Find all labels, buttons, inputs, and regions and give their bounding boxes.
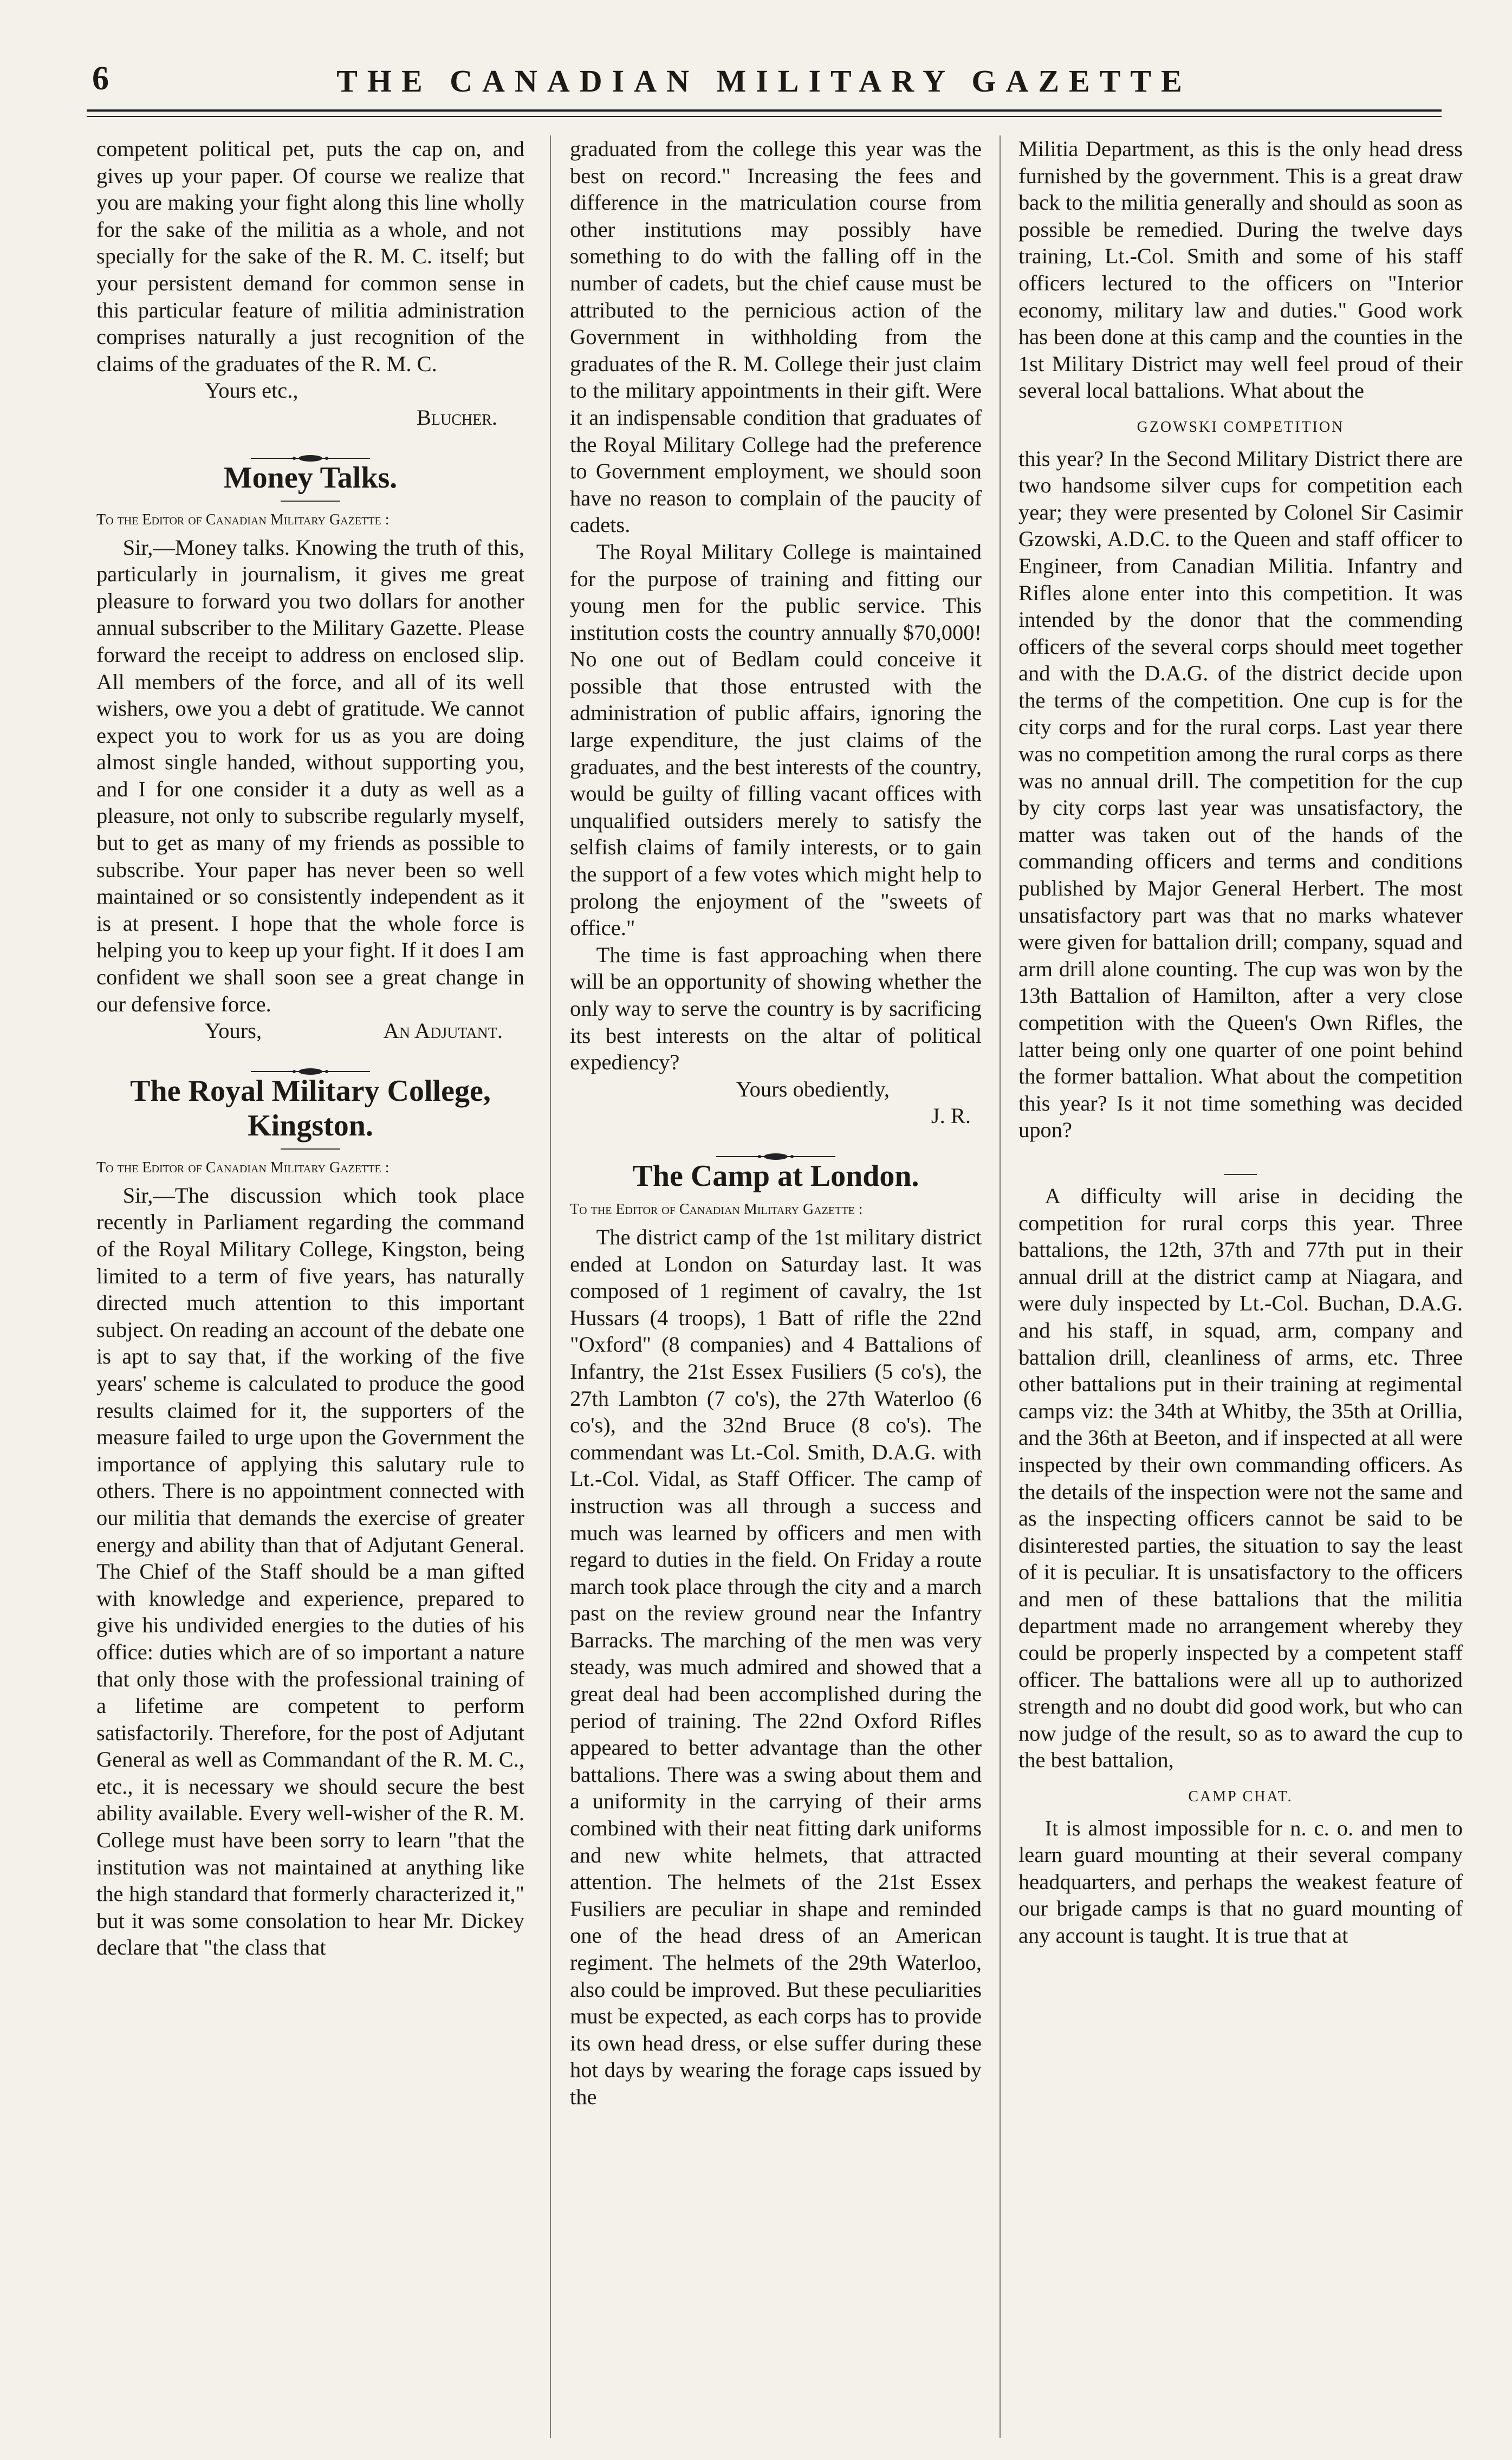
header-rule	[87, 109, 1442, 112]
article-heading: Money Talks.	[223, 460, 398, 495]
letter-address: To the Editor of Canadian Military Gazette :	[96, 1159, 390, 1176]
section-gap	[1018, 1144, 1463, 1171]
section-subheading: CAMP CHAT.	[1188, 1788, 1293, 1806]
column-1	[96, 135, 524, 1961]
masthead-title: THE CANADIAN MILITARY GAZETTE	[336, 63, 1192, 99]
paragraph: It is almost impossible for n. c. o. and men to learn guard mounting at their several company headquarters, and perhaps the weakest feature of our brigade camps is that no guard mounting of any account is taught. It is true that at	[1018, 1815, 1463, 1948]
column-divider	[550, 135, 551, 2438]
paragraph: competent political pet, puts the cap on, and gives up your paper. Of course we realize that you are making your fight along this line wholly for the sake of the militia as a whole, and not specially for the sake of the R. M. C. itself; but your persistent demand for common sense in this particular feature of militia administration comprises naturally a just recognition of the claims of the graduates of the R. M. C.	[96, 137, 524, 376]
article-heading: The Royal Military College, Kingston.	[130, 1074, 491, 1143]
letter-closing: Yours,	[205, 1018, 262, 1043]
page-number: 6	[92, 60, 109, 97]
header-rule-thin	[87, 116, 1442, 117]
letter-address: To the Editor of Canadian Military Gazette :	[96, 511, 390, 528]
paragraph: The time is fast approaching when there will be an opportunity of showing whether the only way to serve the country is by sacrificing its best interests on the altar of political expediency?	[570, 942, 982, 1075]
paragraph: this year? In the Second Military District there are two handsome silver cups for competition each year; they were presented by Colonel Sir Casimir Gzowski, A.D.C. to the Queen and staff officer to Engineer, from Canadian Militia. Infantry and Rifles alone enter into this competition. It was intended by the donor that the commending officers of the several corps should meet together and with the D.A.G. of the district decide upon the terms of the competition. One cup is for the city corps and for the rural corps. Last year there was no competition among the rural corps as there was no annual drill. The competition for the cup by city corps last year was unsatisfactory, the matter was taken out of the hands of the commanding officers and terms and conditions published by Major General Herbert. The most unsatisfactory part was that no marks whatever were given for battalion drill; company, squad and arm drill alone counting. The cup was won by the 13th Battalion of Hamilton, after a very close competition with the Queen's Own Rifles, the latter being only one quarter of one point behind the former battalion. What about the competition this year? Is it not time something was decided upon?	[1018, 446, 1463, 1143]
letter-signature: Blucher.	[416, 405, 497, 430]
column-2	[570, 135, 982, 2111]
letter-signature: An Adjutant.	[383, 1018, 503, 1043]
heading-rule	[281, 1148, 340, 1150]
paragraph: Militia Department, as this is the only head dress furnished by the government. This is a great draw back to the militia generally and should as soon as possible be remedied. During the twelve days training, Lt.-Col. Smith and some of his staff officers lectured to the officers on "Interior economy, military law and duties." Good work has been done at this camp and the counties in the 1st Military District may well feel proud of their several local battalions. What about the	[1018, 137, 1463, 403]
letter-closing-row	[96, 1017, 524, 1044]
heading-rule	[281, 501, 340, 502]
ornament-divider	[570, 1141, 982, 1153]
paragraph: graduated from the college this year was the best on record." Increasing the fees and difference in the matriculation course from other institutions may possibly have something to do with the falling off in the number of cadets, but the chief cause must be attributed to the pernicious action of the Government in withholding from the graduates of the R. M. College their just claim to the military appointments in their gift. Were it an indispensable condition that graduates of the Royal Military College had the preference to Government employment, we should soon have no reason to complain of the paucity of cadets.	[570, 137, 982, 537]
article-heading: The Camp at London.	[632, 1159, 919, 1193]
paragraph: Sir,—The discussion which took place recently in Parliament regarding the command of the Royal Military College, Kingston, being limited to a term of five years, has naturally directed much attention to this important subject. On reading an account of the debate one is apt to say that, if the working of the five years' scheme is calculated to produce the good results claimed for it, the supporters of the measure failed to urge upon the Government the importance of applying this salutary rule to others. There is no appointment connected with our militia that demands the exercise of greater energy and ability than that of Adjutant General. The Chief of the Staff should be a man gifted with knowledge and experience, prepared to give his undivided energies to the duties of his office: duties which are of so important a nature that only those with the professional training of a lifetime are competent to perform satisfactorily. Therefore, for the post of Adjutant General as well as Commandant of the R. M. C., etc., it is necessary we should secure the best ability available. Every well-wisher of the R. M. College must have been sorry to learn "that the institution was not maintained at anything like the high standard that formerly characterized it," but it was some consolation to hear Mr. Dickey declare that "the class that	[96, 1183, 524, 1960]
paragraph: A difficulty will arise in deciding the competition for rural corps this year. Three battalions, the 12th, 37th and 77th put in their annual drill at the district camp at Niagara, and were duly inspected by Lt.-Col. Buchan, D.A.G. and his staff, in squad, arm, company and battalion drill, cleanliness of arms, etc. Three other battalions put in their training at regimental camps viz: the 34th at Whitby, the 35th at Orillia, and the 36th at Beeton, and if inspected at all were inspected by their own commanding officers. As the details of the inspection were not the same and as the inspecting officers cannot be said to be disinterested parties, the situation to say the least of it is peculiar. It is unsatisfactory to the officers and men of these battalions that the militia department made no arrangement whereby they could be properly inspected by a competent staff officer. The battalions were all up to authorized strength and no doubt did good work, but who can now judge of the result, so as to award the cup to the best battalion,	[1018, 1183, 1463, 1773]
ornament-divider	[96, 1056, 524, 1068]
letter-address: To the Editor of Canadian Military Gazette :	[570, 1200, 863, 1218]
letter-signature: J. R.	[931, 1104, 971, 1128]
section-subheading: GZOWSKI COMPETITION	[1137, 418, 1345, 436]
page-header	[87, 60, 1442, 125]
column-3	[1018, 135, 1463, 1949]
ornament-divider	[96, 443, 524, 455]
letter-closing: Yours obediently,	[736, 1076, 890, 1101]
paragraph: Sir,—Money talks. Knowing the truth of this, particularly in journalism, it gives me great pleasure to forward you two dollars for another annual subscriber to the Military Gazette. Please forward the receipt to address on enclosed slip. All members of the force, and all of its well wishers, owe you a debt of gratitude. We cannot expect you to work for us as you are doing almost single handed, without supporting you, and I for one consider it a duty as well as a pleasure, not only to subscribe regularly myself, but to get as many of my friends as possible to subscribe. Your paper has never been so well maintained or so consistently independent as it is at present. I hope that the whole force is helping you to keep up your fight. If it does I am confident we shall soon see a great change in our defensive force.	[96, 535, 524, 1016]
letter-closing: Yours etc.,	[205, 378, 298, 403]
letter-closing-row	[96, 377, 524, 404]
paragraph: The Royal Military College is maintained for the purpose of training and fitting our young men for the public service. This institution costs the country annually $70,000! No one out of Bedlam could conceive it possible that those entrusted with the administration of public affairs, ignoring the large expenditure, the just claims of the graduates, and the best interests of the country, would be guilty of filling vacant offices with unqualified outsiders merely to satisfy the selfish claims of family interests, or to gain the support of a few votes which might help to prolong the enjoyment of the "sweets of office."	[570, 539, 982, 940]
paragraph: The district camp of the 1st military district ended at London on Saturday last. It was composed of 1 regiment of cavalry, the 1st Hussars (4 troops), 1 Batt of rifle the 22nd "Oxford" (8 companies) and 4 Battalions of Infantry, the 21st Essex Fusiliers (5 co's), the 27th Lambton (7 co's), the 27th Waterloo (6 co's), and the 32nd Bruce (8 co's). The commendant was Lt.-Col. Smith, D.A.G. with Lt.-Col. Vidal, as Staff Officer. The camp of instruction was all through a success and much was learned by officers and men with regard to duties in the field. On Friday a route march took place through the city and a march past on the review ground near the Infantry Barracks. The marching of the men was very steady, was much admired and showed that a great deal had been accomplished during the period of training. The 22nd Oxford Rifles appeared to better advantage than the other battalions. There was a swing about them and a uniformity in the carrying of their arms combined with their neat fitting dark uniforms and new white helmets, that attracted attention. The helmets of the 21st Essex Fusiliers are peculiar in shape and reminded one of the head dress of an American regiment. The helmets of the 29th Waterloo, also could be improved. But these peculiarities must be expected, as each corps has to provide its own head dress, or else suffer during these hot days by wearing the forage caps issued by the	[570, 1224, 982, 2109]
section-rule	[1224, 1174, 1257, 1175]
column-divider	[1000, 135, 1001, 2438]
